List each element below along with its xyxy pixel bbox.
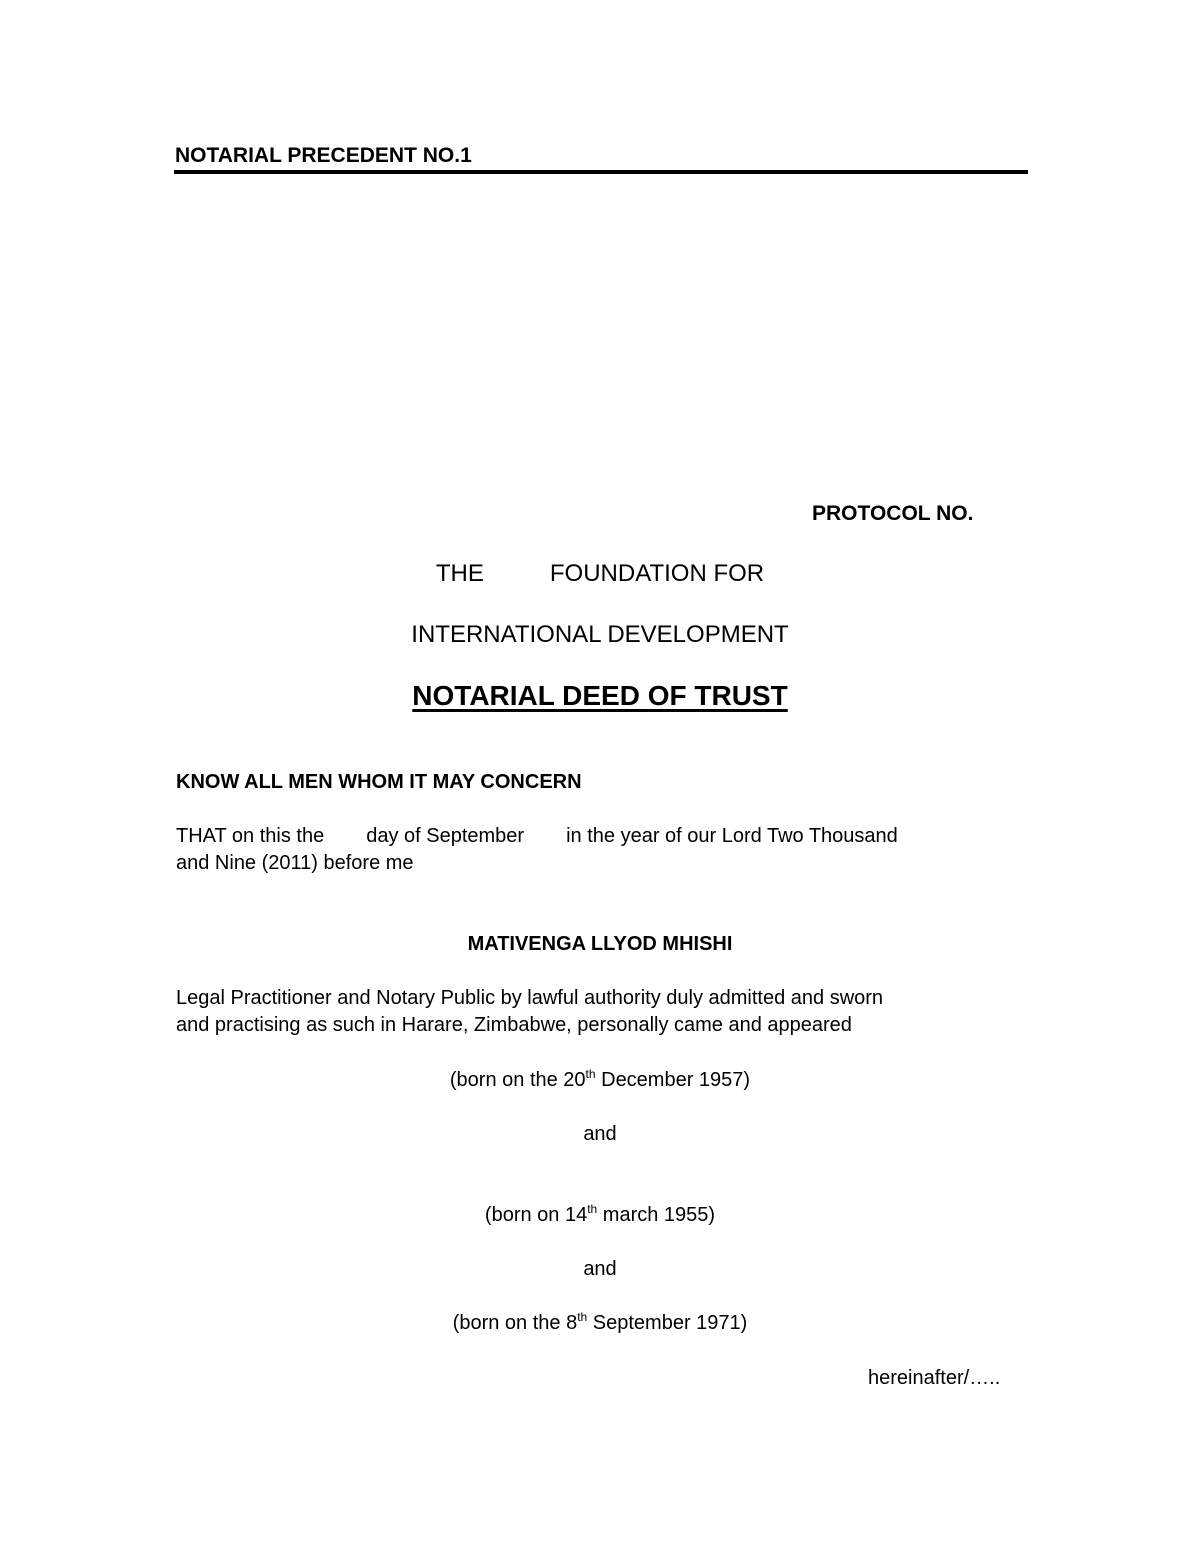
appearer-2-suffix: march 1955) [597, 1204, 716, 1226]
conjunction-and-1: and [583, 1123, 617, 1145]
notary-paragraph-line-1: Legal Practitioner and Notary Public by lawful authority duly admitted and sworn [176, 987, 884, 1009]
know-all-heading: KNOW ALL MEN WHOM IT MAY CONCERN [176, 771, 582, 793]
precedent-title: NOTARIAL PRECEDENT NO.1 [175, 144, 472, 167]
title-foundation-for: FOUNDATION FOR [549, 560, 765, 587]
notary-paragraph [176, 985, 883, 1039]
appearer-1-sup: th [585, 1067, 596, 1081]
appearer-3-sup: th [577, 1310, 588, 1324]
header-rule [174, 170, 1028, 174]
title-line-1 [0, 560, 1200, 588]
date-text-3: in the year of our Lord Two Thousand [566, 825, 898, 847]
date-text-1: THAT on this the [176, 825, 325, 847]
date-paragraph [176, 823, 898, 877]
conjunction-and-2: and [583, 1258, 617, 1280]
appearer-3-born [0, 1312, 1200, 1335]
notary-name: MATIVENGA LLYOD MHISHI [467, 933, 733, 955]
notary-paragraph-line-2: and practising as such in Harare, Zimbabwe, personally came and appeared [176, 1014, 852, 1036]
protocol-label: PROTOCOL NO. [812, 502, 974, 525]
appearer-2-sup: th [587, 1202, 598, 1216]
appearer-3-prefix: (born on the 8 [452, 1312, 578, 1334]
continuation-text: hereinafter/….. [868, 1367, 1001, 1389]
appearer-2-born [0, 1204, 1200, 1227]
date-text-2: day of September [366, 825, 525, 847]
appearer-1-born [0, 1069, 1200, 1092]
deed-title: NOTARIAL DEED OF TRUST [412, 680, 788, 711]
title-the: THE [435, 560, 484, 587]
appearer-1-prefix: (born on the 20 [449, 1069, 586, 1091]
appearer-1-suffix: December 1957) [595, 1069, 751, 1091]
date-paragraph-line-2: and Nine (2011) before me [176, 852, 414, 874]
date-paragraph-line-1 [176, 823, 898, 850]
title-line-2: INTERNATIONAL DEVELOPMENT [411, 621, 789, 648]
appearer-3-suffix: September 1971) [587, 1312, 748, 1334]
appearer-2-prefix: (born on 14 [484, 1204, 588, 1226]
